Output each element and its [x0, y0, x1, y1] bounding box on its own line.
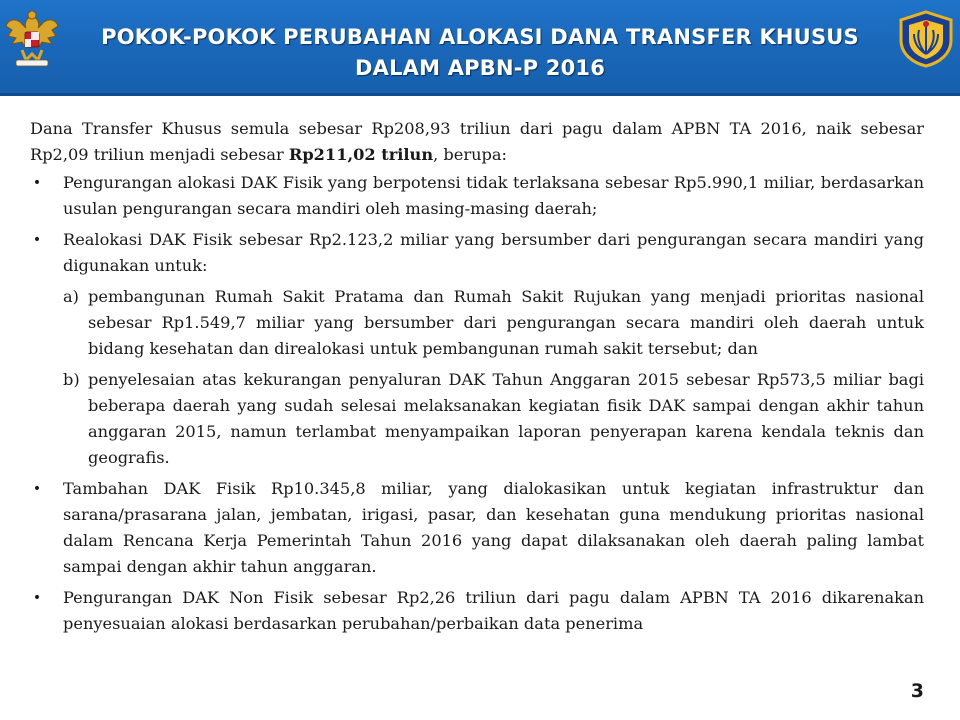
slide-title [80, 22, 880, 84]
ministry-of-finance-emblem-icon [897, 10, 955, 68]
slide-body [30, 116, 924, 642]
intro-paragraph [30, 116, 924, 168]
bullet-item [30, 585, 924, 637]
bullet-text: Tambahan DAK Fisik Rp10.345,8 miliar, yang dialokasikan untuk kegiatan infrastruktur dan sarana/prasarana jalan, jembatan, irigasi, pasar, dan kesehatan guna mendukung prioritas nasional dalam Rencana Kerja Pemerintah Tahun 2016 yang dapat dilaksanakan oleh daerah paling lambat sampai dengan akhir tahun anggaran. [63, 479, 924, 576]
intro-text: Dana Transfer Khusus semula sebesar Rp208,93 triliun dari pagu dalam APBN TA 2016, naik sebesar Rp2,09 triliun menjadi sebesar [30, 119, 924, 164]
sub-item-text: penyelesaian atas kekurangan penyaluran DAK Tahun Anggaran 2015 sebesar Rp573,5 miliar bagi beberapa daerah yang sudah selesai melaksanakan kegiatan fisik DAK sampai dengan akhir tahun anggaran 2015, namun terlambat menyampaikan laporan penyerapan karena kendala teknis dan geografis. [88, 370, 924, 467]
sub-item [30, 284, 924, 362]
garuda-emblem-icon [4, 8, 60, 70]
title-line-2: DALAM APBN-P 2016 [354, 56, 606, 80]
bullet-text: Pengurangan DAK Non Fisik sebesar Rp2,26 triliun dari pagu dalam APBN TA 2016 dikarenakan penyesuaian alokasi berdasarkan perubahan/perbaikan data penerima [63, 588, 924, 633]
sub-item-marker: a) [63, 287, 79, 306]
sub-item-marker: b) [63, 370, 80, 389]
title-line-1: POKOK-POKOK PERUBAHAN ALOKASI DANA TRANSFER KHUSUS [101, 25, 859, 49]
bullet-text: Pengurangan alokasi DAK Fisik yang berpotensi tidak terlaksana sebesar Rp5.990,1 miliar, berdasarkan usulan pengurangan secara mandiri oleh masing-masing daerah; [63, 173, 924, 218]
sub-item-text: pembangunan Rumah Sakit Pratama dan Rumah Sakit Rujukan yang menjadi prioritas nasional sebesar Rp1.549,7 miliar yang bersumber dari pengurangan secara mandiri oleh daerah untuk bidang kesehatan dan direalokasi untuk pembangunan rumah sakit tersebut; dan [88, 287, 924, 358]
bullet-text: Realokasi DAK Fisik sebesar Rp2.123,2 miliar yang bersumber dari pengurangan secara mandiri yang digunakan untuk: [63, 230, 924, 275]
bullet-item [30, 170, 924, 222]
bullet-marker: • [32, 590, 42, 606]
intro-highlight-amount: Rp211,02 trilun [288, 145, 434, 164]
sub-item [30, 367, 924, 471]
bullet-marker: • [32, 232, 42, 248]
intro-suffix: , berupa: [433, 145, 507, 164]
bullet-marker: • [32, 481, 42, 497]
page-number: 3 [910, 680, 924, 702]
bullet-marker: • [32, 175, 42, 191]
slide-header [0, 0, 960, 96]
bullet-item [30, 227, 924, 279]
bullet-item [30, 476, 924, 580]
